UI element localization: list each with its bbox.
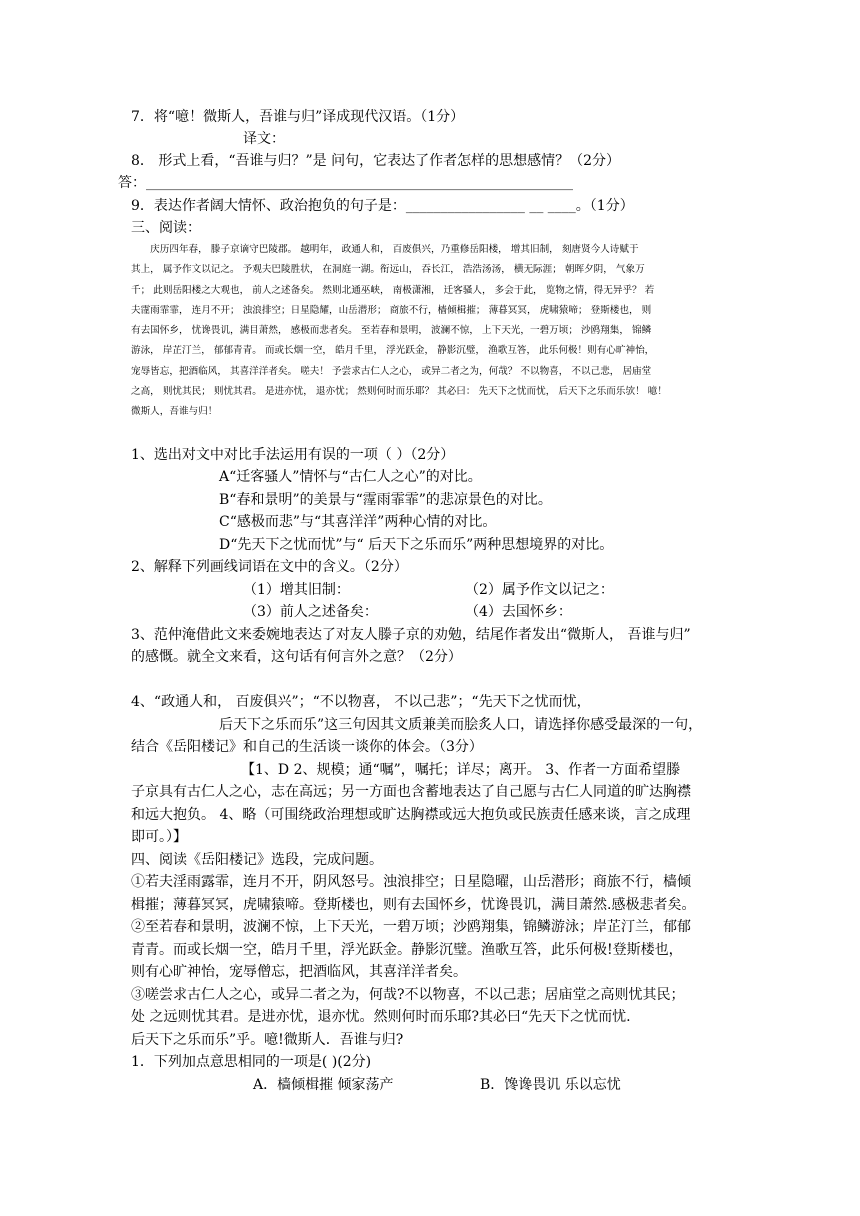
excerpt-line: ①若夫淫雨露霏，连月不开，阴风怒号。浊浪排空；日星隐曜，山岳潜形；商旅不行，樯倾 — [131, 874, 691, 890]
passage-line: 夫霪雨霏霏， 连月不开； 浊浪排空；日星隐耀，山岳潜形； 商旅不行，樯倾楫摧； 薄暮冥冥， 虎啸猿啼； 登斯楼也， 则 — [131, 304, 652, 316]
option-a: A“迁客骚人”情怀与“古仁人之心”的对比。 — [219, 469, 482, 485]
option-c: C“感极而悲”与“其喜洋洋”两种心情的对比。 — [219, 514, 497, 530]
passage-line: 宠辱皆忘，把酒临风， 其喜洋洋者矣。 嗟夫！ 予尝求古仁人之心， 或异二者之为，何哉？ 不以物喜， 不以己悲， 居庙堂 — [131, 365, 652, 377]
reading-question-3-line-2: 的感慨。就全文来看，这句话有何言外之意？（2分） — [131, 649, 462, 665]
excerpt-line: 青青。而或长烟一空，皓月千里，浮光跃金。静影沉璧。渔歌互答，此乐何极!登斯楼也， — [131, 942, 683, 958]
q1-option-b: B．馋谗畏讥 乐以忘忧 — [480, 1077, 621, 1093]
reading-question-4-line-2: 后天下之乐而乐”这三句因其文质兼美而脍炙人口，请选择你感受最深的一句， — [219, 717, 703, 733]
excerpt-line: 楫摧；薄暮冥冥，虎啸猿啼。登斯楼也，则有去国怀乡，忧谗畏讥，满目萧然.感极悲者矣。 — [131, 897, 696, 913]
question-1-section-4: 1．下列加点意思相同的一项是( )(2分) — [131, 1054, 372, 1070]
passage-line: 游泳， 岸芷汀兰， 郁郁青青。 而或长烟一空， 皓月千里， 浮光跃金， 静影沉璧， 渔歌互答， 此乐何极！则有心旷神怡， — [131, 345, 655, 357]
reading-question-2: 2、解释下列画线词语在文中的含义。（2分） — [131, 559, 408, 575]
question-7: 7．将“噫！微斯人，吾谁与归”译成现代汉语。（1分） — [131, 109, 465, 125]
answer-key-line-3: 和远大抱负。 4、略（可围绕政治理想或旷达胸襟或远大抱负或民族责任感来谈，言之成理 — [131, 807, 691, 823]
section-4-heading: 四、阅读《岳阳楼记》选段，完成问题。 — [131, 852, 383, 868]
question-8: 8． 形式上看，“吾谁与归？”是 问句，它表达了作者怎样的思想感情？（2分） — [131, 153, 621, 169]
option-d: D“先天下之忧而忧”与“ 后天下之乐而乐”两种思想境界的对比。 — [219, 537, 614, 553]
vocab-row-1 — [243, 579, 350, 601]
question-9: 9．表达作者阔大情怀、政治抱负的句子是：_________________ __ ____。（1分） — [131, 198, 634, 214]
excerpt-line: 则有心旷神怡，宠辱僧忘，把酒临风，其喜洋洋者矣。 — [131, 964, 467, 980]
passage-line: 微斯人，吾谁与归！ — [131, 406, 218, 418]
reading-question-3-line-1: 3、范仲淹借此文来委婉地表达了对友人滕子京的劝勉，结尾作者发出“微斯人， 吾谁与归” — [131, 627, 691, 643]
passage-line: 之高， 则忧其民； 则忧其君。 是进亦忧， 退亦忧； 然则何时而乐耶？ 其必曰： 先天下之忧而忧， 后天下之乐而乐欤！ 噫！ — [131, 386, 667, 398]
option-b: B“春和景明”的美景与“霪雨霏霏”的悲凉景色的对比。 — [219, 492, 552, 508]
excerpt-line: ③嗟尝求古仁人之心，或异二者之为，何哉?不以物喜，不以己悲；居庙堂之高则忧其民； — [131, 987, 685, 1003]
section-3-heading: 三、阅读： — [131, 220, 201, 236]
excerpt-line: 后天下之乐而乐”乎。噫!微斯人．吾谁与归? — [131, 1032, 404, 1048]
vocab-item-1: （1）增其旧制： — [243, 582, 350, 598]
reading-question-4-line-3: 结合《岳阳楼记》和自己的生活谈一谈你的体会。（3分） — [131, 739, 483, 755]
answer-key-line-2: 子京具有古仁人之心，志在高远；另一方面也含蓄地表达了自己愿与古仁人同道的旷达胸襟 — [131, 784, 691, 800]
answer-key-line-4: 即可。）】 — [131, 829, 187, 845]
passage-line: 有去国怀乡， 忧谗畏讥，满目萧然， 感极而悲者矣。 至若春和景明， 波澜不惊， 上下天光，一碧万顷； 沙鸥翔集， 锦鳞 — [131, 325, 652, 337]
vocab-item-2: （2）属予作文以记之： — [465, 582, 614, 598]
passage-line: 庆历四年春， 滕子京谪守巴陵郡。 越明年， 政通人和， 百废俱兴，乃重修岳阳楼， 增其旧制， 刻唐贤今人诗赋于 — [131, 244, 639, 255]
vocab-item-4: （4）去国怀乡： — [465, 604, 572, 620]
passage-line: 其上， 属予作文以记之。 予观夫巴陵胜状， 在洞庭一湖。衔远山， 吞长江， 浩浩汤汤， 横无际涯； 朝晖夕阴， 气象万 — [131, 264, 645, 276]
passage-text — [131, 240, 731, 423]
reading-question-4-line-1: 4、“政通人和， 百废俱兴”；“不以物喜， 不以己悲”；“先天下之忧而忧， — [131, 694, 591, 710]
excerpt-line: ②至若春和景明，波澜不惊，上下天光，一碧万顷；沙鸥翔集，锦鳞游泳；岸芷汀兰，郁郁 — [131, 919, 691, 935]
answer-key-line-1: 【1、D 2、规模；通“嘱”，嘱托；详尽；离开。 3、作者一方面希望滕 — [241, 762, 681, 778]
q1-option-a: A．樯倾楫摧 倾家荡产 — [253, 1077, 394, 1093]
passage-line: 千； 此则岳阳楼之大观也， 前人之述备矣。 然则北通巫峡， 南极潇湘， 迁客骚人， 多会于此， 览物之情，得无异乎？ 若 — [131, 284, 655, 296]
excerpt-line: 处 之远则忧其君。是进亦忧，退亦忧。然则何时而乐耶?其必曰“先天下之忧而忧. — [131, 1009, 631, 1025]
vocab-item-3: （3）前人之述备矣： — [243, 604, 378, 620]
reading-question-1: 1、选出对文中对比手法运用有误的一项（ ）（2分） — [131, 447, 455, 463]
question-8-answer-line: 答：_____________________________________________________________ — [118, 175, 573, 191]
question-7-answer-label: 译文： — [243, 131, 285, 147]
